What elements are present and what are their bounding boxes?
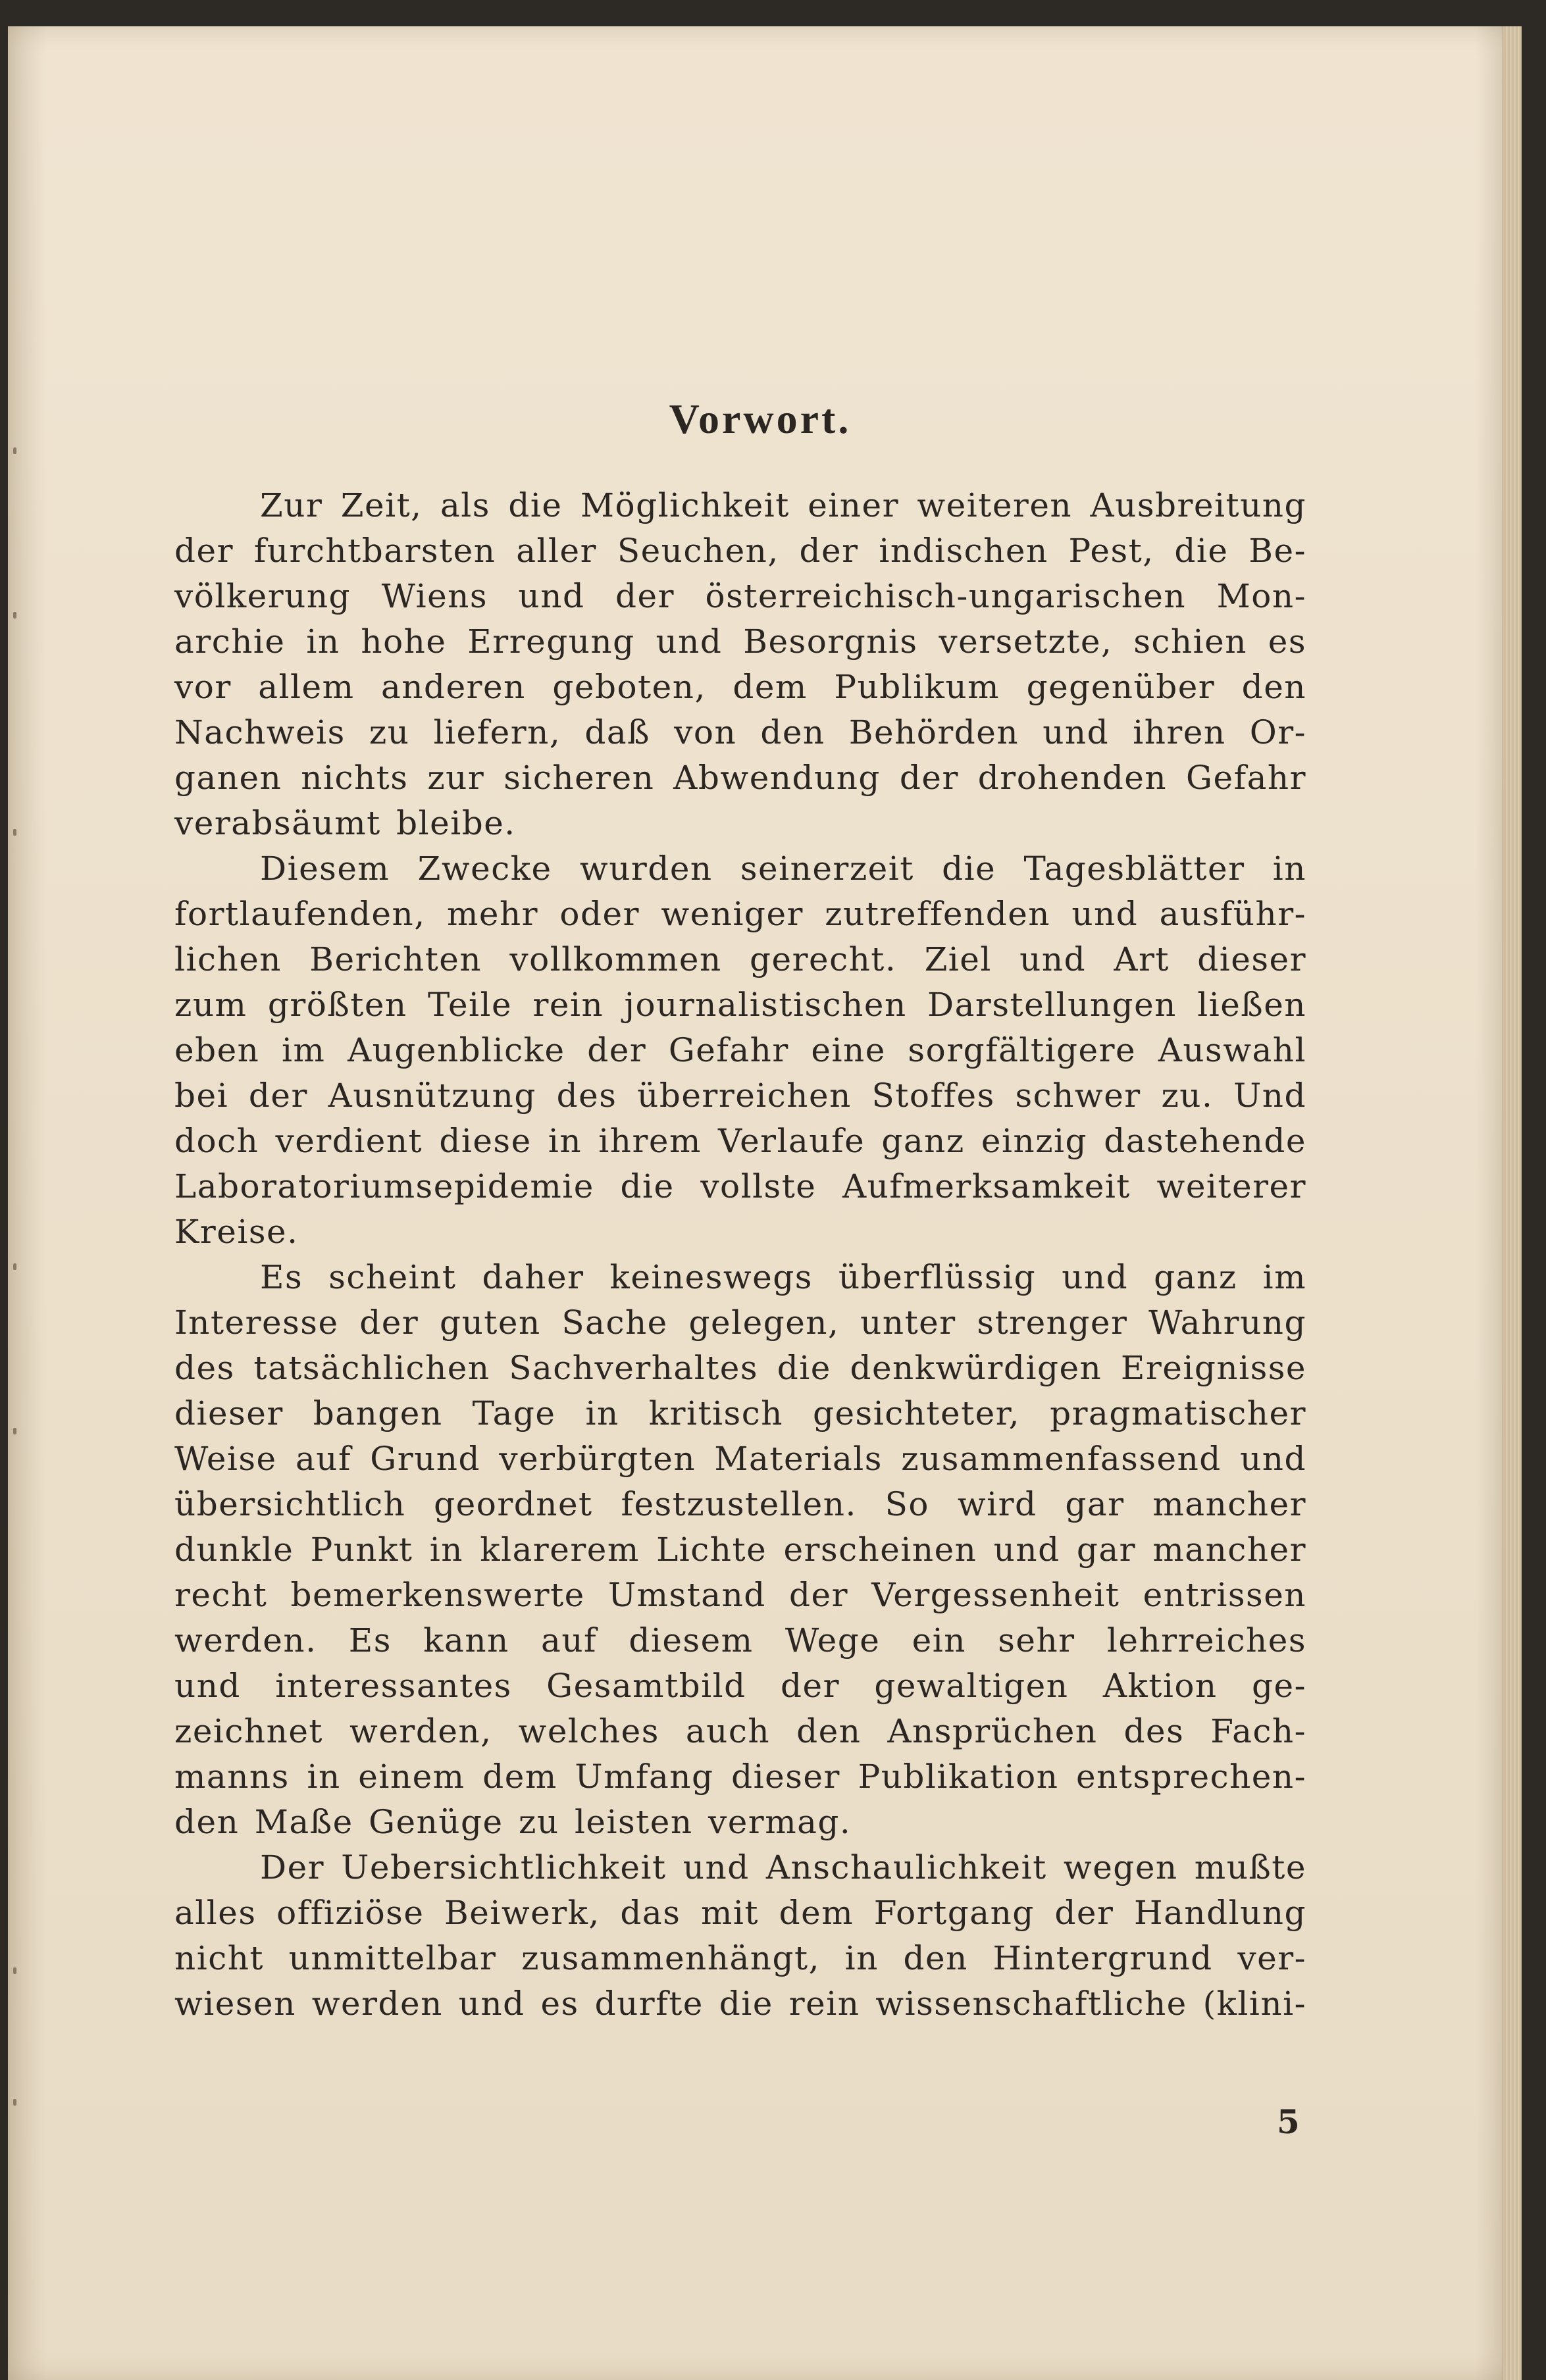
text-line: Nachweis zu liefern, daß von den Behörden und ihren Or- (174, 713, 1306, 751)
text-line: nicht unmittelbar zusammenhängt, in den Hintergrund ver- (174, 1939, 1306, 1977)
text-line: Diesem Zwecke wurden seinerzeit die Tagesblätter in (260, 849, 1306, 888)
text-line: bei der Ausnützung des überreichen Stoffes schwer zu. Und (174, 1076, 1306, 1115)
text-line: des tatsächlichen Sachverhaltes die denkwürdigen Ereignisse (174, 1349, 1306, 1387)
page-title: Vorwort. (669, 395, 852, 442)
text-line: und interessantes Gesamtbild der gewaltigen Aktion ge- (174, 1667, 1306, 1705)
text-line: zum größten Teile rein journalistischen Darstellungen ließen (174, 986, 1306, 1024)
text-line: Kreise. (174, 1213, 299, 1251)
text-line: übersichtlich geordnet festzustellen. So wird gar mancher (174, 1485, 1306, 1523)
paragraph (174, 1845, 1306, 2027)
text-line: wiesen werden und es durfte die rein wissenschaftliche (klini- (174, 1985, 1306, 2023)
page-edge-stack (1503, 26, 1522, 2380)
text-line: der furchtbarsten aller Seuchen, der indischen Pest, die Be- (174, 532, 1306, 570)
text-line: fortlaufenden, mehr oder weniger zutreffenden und ausführ- (174, 895, 1306, 933)
text-line: doch verdient diese in ihrem Verlaufe ganz einzig dastehende (174, 1122, 1306, 1160)
text-line: Weise auf Grund verbürgten Materials zusammenfassend und (174, 1440, 1306, 1478)
text-line: Der Uebersichtlichkeit und Anschaulichkeit wegen mußte (260, 1848, 1306, 1886)
text-line: ganen nichts zur sicheren Abwendung der drohenden Gefahr (174, 759, 1306, 797)
text-line: eben im Augenblicke der Gefahr eine sorgfältigere Auswahl (174, 1031, 1306, 1069)
text-line: Interesse der guten Sache gelegen, unter strenger Wahrung (174, 1304, 1306, 1342)
text-line: lichen Berichten vollkommen gerecht. Ziel und Art dieser (174, 940, 1306, 978)
paragraph (174, 1255, 1306, 1845)
page-number: 5 (1277, 2102, 1300, 2141)
paragraph (174, 483, 1306, 846)
text-line: den Maße Genüge zu leisten vermag. (174, 1803, 852, 1841)
text-line: Zur Zeit, als die Möglichkeit einer weiteren Ausbreitung (260, 486, 1306, 524)
binding-edge (8, 26, 28, 2380)
text-line: zeichnet werden, welches auch den Ansprüchen des Fach- (174, 1712, 1306, 1750)
text-line: dieser bangen Tage in kritisch gesichteter, pragmatischer (174, 1394, 1306, 1432)
page-content (174, 395, 1306, 2027)
text-line: recht bemerkenswerte Umstand der Vergessenheit entrissen (174, 1576, 1306, 1614)
text-line: dunkle Punkt in klarerem Lichte erscheinen und gar mancher (174, 1531, 1306, 1569)
text-line: alles offiziöse Beiwerk, das mit dem Fortgang der Handlung (174, 1894, 1306, 1932)
text-line: werden. Es kann auf diesem Wege ein sehr lehrreiches (174, 1621, 1306, 1659)
text-line: Es scheint daher keineswegs überflüssig und ganz im (260, 1258, 1306, 1296)
paragraph (174, 846, 1306, 1255)
text-line: völkerung Wiens und der österreichisch-ungarischen Mon- (174, 577, 1306, 615)
text-line: verabsäumt bleibe. (174, 804, 516, 842)
body-text (174, 483, 1306, 2027)
text-line: manns in einem dem Umfang dieser Publikation entsprechen- (174, 1758, 1306, 1796)
text-line: Laboratoriumsepidemie die vollste Aufmerksamkeit weiterer (174, 1167, 1306, 1205)
text-line: archie in hohe Erregung und Besorgnis versetzte, schien es (174, 622, 1306, 661)
text-line: vor allem anderen geboten, dem Publikum gegenüber den (174, 668, 1306, 706)
